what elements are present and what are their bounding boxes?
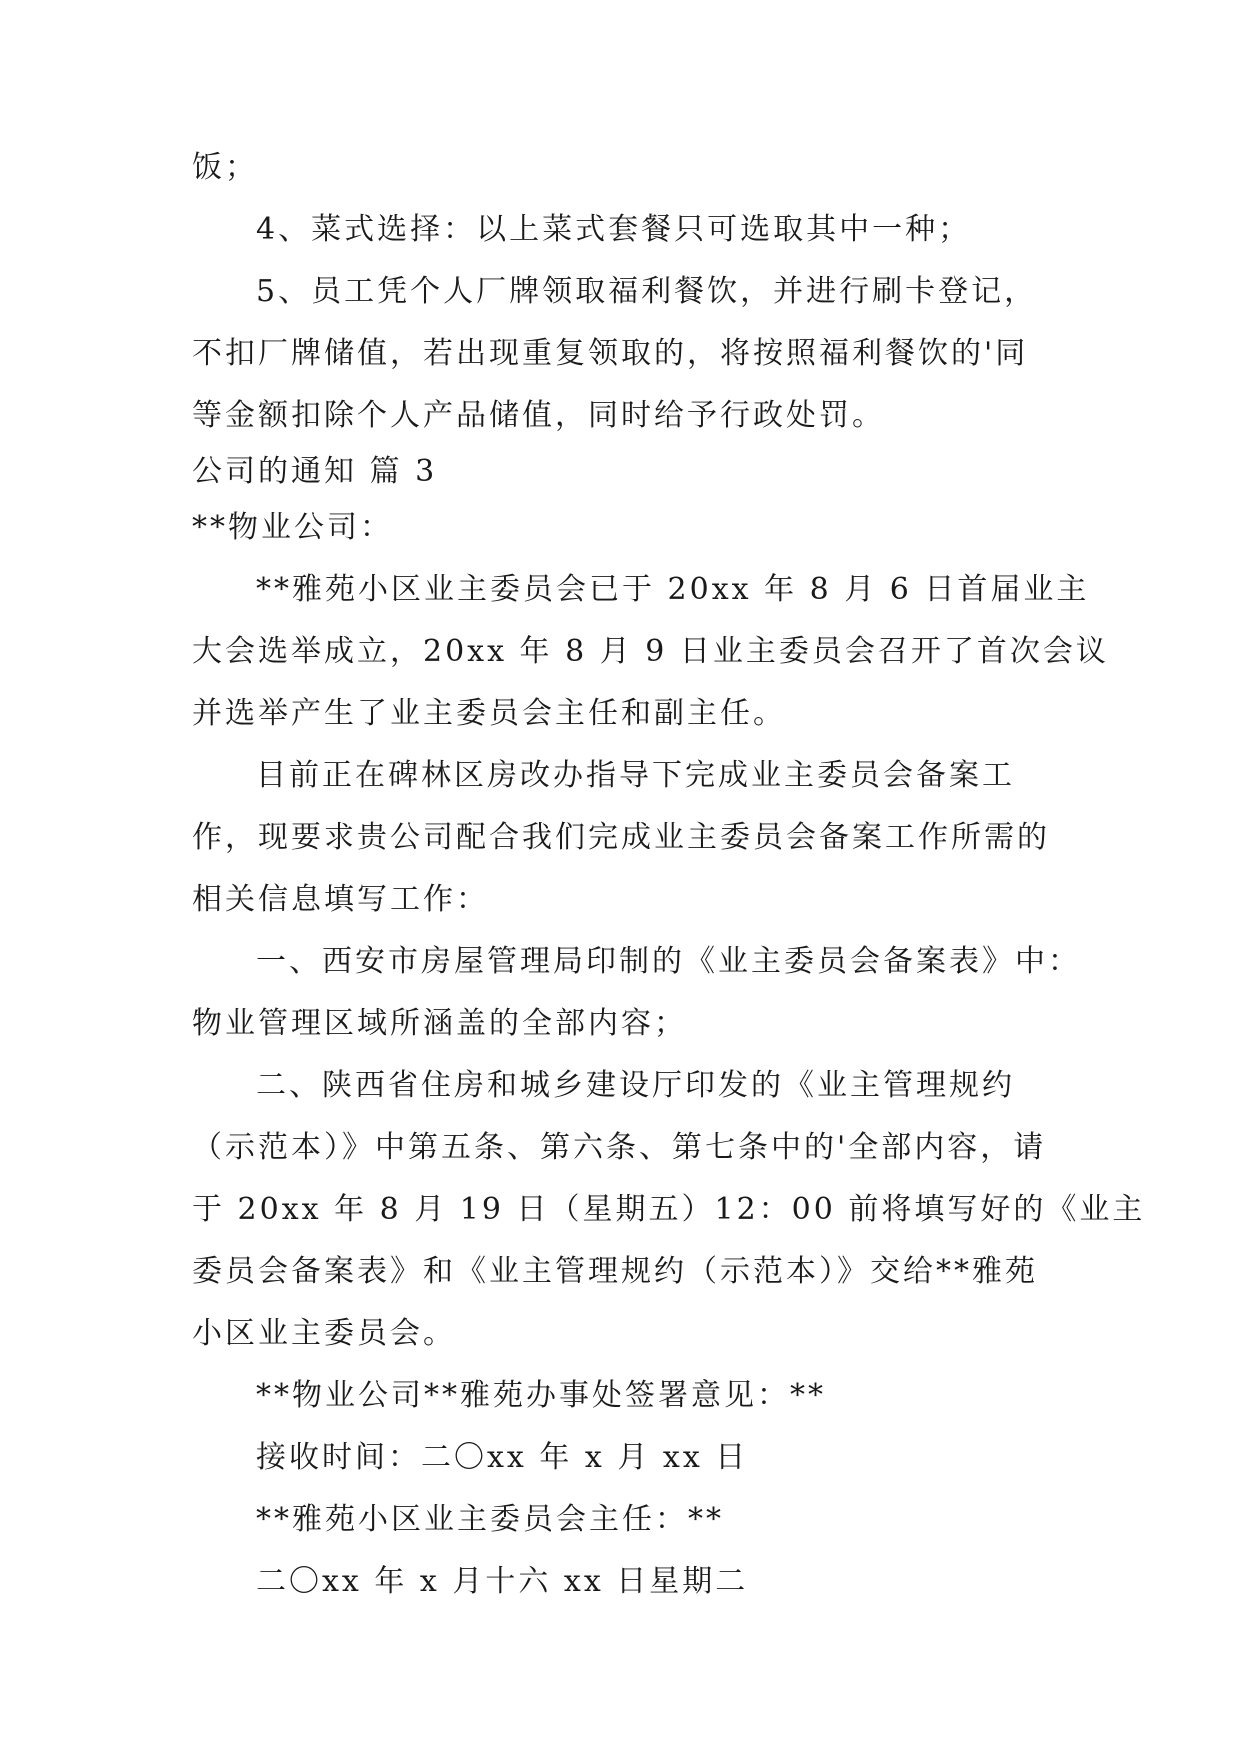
text-line: 等金额扣除个人产品储值，同时给予行政处罚。 [192, 398, 885, 433]
text-line: 小区业主委员会。 [192, 1316, 456, 1351]
text-line: 5、员工凭个人厂牌领取福利餐饮，并进行刷卡登记， [256, 274, 1038, 309]
text-line: 饭； [192, 150, 258, 185]
text-line: 委员会备案表》和《业主管理规约（示范本）》交给**雅苑 [192, 1254, 1038, 1289]
text-line: 不扣厂牌储值，若出现重复领取的，将按照福利餐饮的'同 [192, 336, 1029, 371]
text-line: 物业管理区域所涵盖的全部内容； [192, 1006, 687, 1041]
chairman-line: **雅苑小区业主委员会主任：** [256, 1502, 724, 1537]
receipt-date-line: 接收时间：二〇xx 年 x 月 xx 日 [256, 1440, 749, 1475]
text-line: （示范本）》中第五条、第六条、第七条中的'全部内容，请 [192, 1130, 1047, 1165]
text-line: 二、陕西省住房和城乡建设厅印发的《业主管理规约 [256, 1068, 1015, 1103]
text-line: 一、西安市房屋管理局印制的《业主委员会备案表》中： [256, 944, 1081, 979]
text-line: **雅苑小区业主委员会已于 20xx 年 8 月 6 日首届业主 [256, 572, 1090, 607]
salutation: **物业公司： [192, 510, 393, 545]
text-line: 目前正在碑林区房改办指导下完成业主委员会备案工 [256, 758, 1015, 793]
text-line: 大会选举成立，20xx 年 8 月 9 日业主委员会召开了首次会议 [192, 634, 1109, 669]
section-heading: 公司的通知 篇 3 [192, 454, 438, 489]
signature-line: **物业公司**雅苑办事处签署意见：** [256, 1378, 826, 1413]
text-line: 相关信息填写工作： [192, 882, 489, 917]
text-line: 作，现要求贵公司配合我们完成业主委员会备案工作所需的 [192, 820, 1050, 855]
text-line: 并选举产生了业主委员会主任和副主任。 [192, 696, 786, 731]
text-line: 于 20xx 年 8 月 19 日（星期五）12：00 前将填写好的《业主 [192, 1192, 1146, 1227]
date-line: 二〇xx 年 x 月十六 xx 日星期二 [256, 1564, 749, 1599]
text-line: 4、菜式选择：以上菜式套餐只可选取其中一种； [256, 212, 972, 247]
